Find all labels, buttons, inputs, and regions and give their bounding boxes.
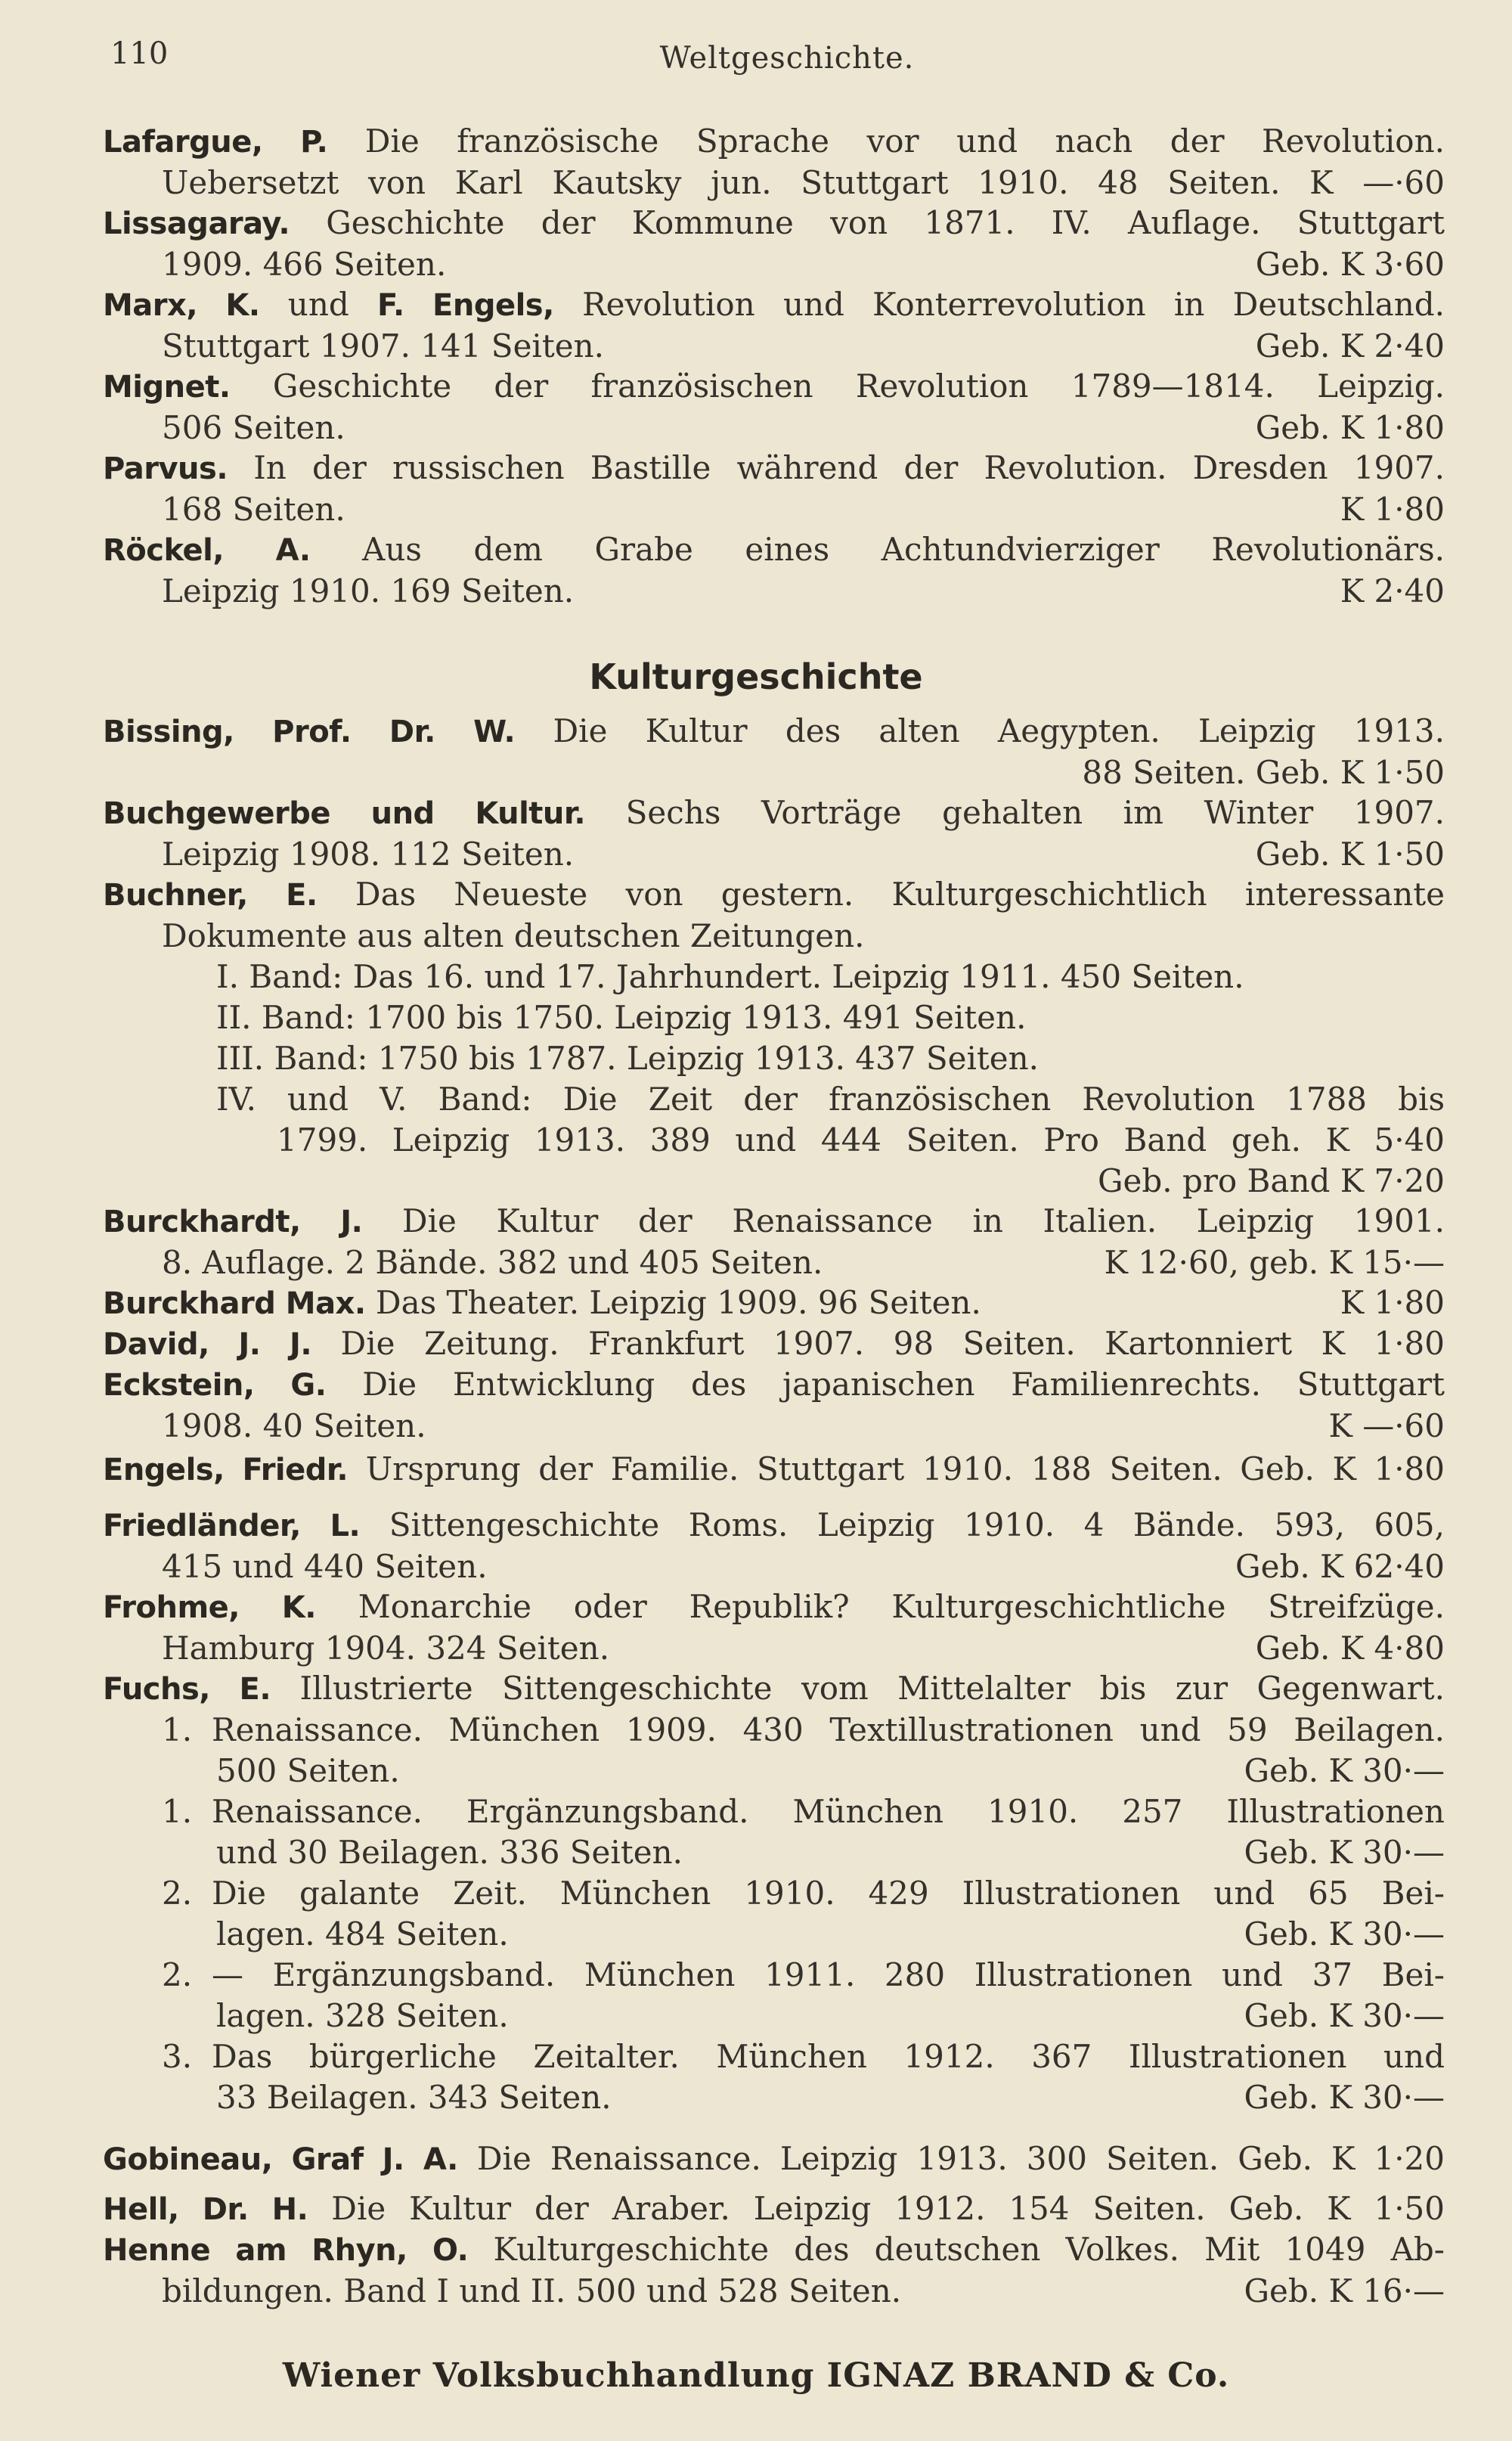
entry-price: Geb. K 62·40 bbox=[1235, 1548, 1445, 1585]
catalog-entry-burckhardt-j bbox=[103, 1201, 1445, 1283]
catalog-entry-buchner bbox=[103, 874, 1445, 1202]
catalog-entry-marx-engels: Marx, K. und F. Engels, Revolution und Konterrevolution in Deutschland. Stuttgart 1907. 141 Seiten. Geb. K 2·40 bbox=[103, 284, 1445, 367]
entry-text: Ursprung der Familie. Stuttgart 1910. 188 Seiten. Geb. K 1·80 bbox=[365, 1450, 1445, 1487]
entry-text: Das Theater. Leipzig 1909. 96 Seiten. bbox=[375, 1284, 981, 1321]
volume-line: III. Band: 1750 bis 1787. Leipzig 1913. 437 Seiten. bbox=[216, 1040, 1040, 1077]
catalog-entry-roeckel bbox=[103, 529, 1445, 612]
volume-line: 1799. Leipzig 1913. 389 und 444 Seiten. Pro Band geh. K 5·40 bbox=[277, 1121, 1445, 1158]
catalog-entry-henne bbox=[103, 2229, 1445, 2312]
entry-author: Lafargue, P. bbox=[103, 125, 328, 160]
entry-price: K 1·80 bbox=[1340, 1284, 1445, 1321]
catalog-entry-burckhard-m bbox=[103, 1283, 1445, 1324]
catalog-entry-frohme bbox=[103, 1586, 1445, 1669]
entry-price: Geb. K 30·— bbox=[1244, 1997, 1445, 2034]
entry-text: Dokumente aus alten deutschen Zeitungen. bbox=[162, 917, 865, 954]
catalog-entry-fuchs: Fuchs, E. Illustrierte Sittengeschichte vom Mittelalter bis zur Gegenwart. 1. Renaissance. München 1909. 430 Textillustrationen und 59 Beilagen. 500 Seiten. Geb. K 30·— 1. Renaissance. Ergänzungsband. München 1910. 257 Illustrationen und 30 Beilagen. 336 Seiten. Geb. K 30·— 2. Die galante Zeit. München 1910. 429 Illustrationen und 65 Bei- lagen. 484 Seiten. Geb. K 30·— 2. — Ergänzungsband. München 1911. 280 Illustrationen und 37 Bei- lagen. 328 Seiten. Geb. K 30·— 3. Das bürgerliche Zeitalter. München 1912. 367 Illustrationen und 33 Beilagen. 343 Seiten. Geb. K 30·— bbox=[103, 1668, 1445, 2118]
entry-price: Geb. K 3·60 bbox=[1255, 246, 1445, 283]
entry-text: Revolution und Konterrevolution in Deutschland. bbox=[582, 286, 1445, 323]
entry-author: Hell, Dr. H. bbox=[103, 2192, 308, 2227]
entry-text: Monarchie oder Republik? Kulturgeschichtliche Streifzüge. bbox=[358, 1588, 1445, 1625]
entry-author: Fuchs, E. bbox=[103, 1672, 271, 1707]
publisher-footer: Wiener Volksbuchhandlung IGNAZ BRAND & Co. bbox=[282, 2356, 1230, 2395]
entry-price: Geb. K 1·80 bbox=[1255, 409, 1445, 446]
entry-author: Henne am Rhyn, O. bbox=[103, 2233, 469, 2268]
entry-author: Burckhardt, J. bbox=[103, 1205, 363, 1239]
entry-text: 1908. 40 Seiten. bbox=[162, 1407, 426, 1444]
entry-author: F. Engels, bbox=[377, 288, 554, 323]
volume-line: I. Band: Das 16. und 17. Jahrhundert. Leipzig 1911. 450 Seiten. bbox=[216, 958, 1244, 995]
entry-price: Geb. K 2·40 bbox=[1255, 327, 1445, 364]
catalog-entry-bissing bbox=[103, 711, 1445, 793]
entry-price: K 12·60, geb. K 15·— bbox=[1104, 1244, 1445, 1281]
catalog-entry-mignet bbox=[103, 366, 1445, 448]
entry-author: Gobineau, Graf J. A. bbox=[103, 2142, 458, 2177]
catalog-entry-lissagaray bbox=[103, 203, 1445, 285]
entry-text: Leipzig 1910. 169 Seiten. bbox=[162, 572, 575, 609]
list-item: 3. Das bürgerliche Zeitalter. München 1912. 367 Illustrationen und bbox=[162, 2038, 1445, 2075]
catalog-entry-eckstein bbox=[103, 1364, 1445, 1447]
entry-text: Hamburg 1904. 324 Seiten. bbox=[162, 1630, 610, 1667]
page-header bbox=[110, 36, 1464, 97]
entry-author: Buchner, E. bbox=[103, 878, 318, 913]
entry-author: Buchgewerbe und Kultur. bbox=[103, 796, 586, 831]
catalog-entry-david bbox=[103, 1323, 1445, 1365]
entry-text: 88 Seiten. Geb. K 1·50 bbox=[1082, 754, 1445, 791]
entry-text: Sittengeschichte Roms. Leipzig 1910. 4 Bände. 593, 605, bbox=[389, 1506, 1445, 1543]
catalog-entry-friedlaender bbox=[103, 1505, 1445, 1587]
entry-text: Illustrierte Sittengeschichte vom Mittelalter bis zur Gegenwart. bbox=[299, 1670, 1445, 1707]
entry-price: K 2·40 bbox=[1340, 572, 1445, 609]
entry-price: Geb. K 30·— bbox=[1244, 1915, 1445, 1952]
entry-text: 8. Auflage. 2 Bände. 382 und 405 Seiten. bbox=[162, 1244, 823, 1281]
entry-text: Die Entwicklung des japanischen Familienrechts. Stuttgart bbox=[362, 1366, 1445, 1403]
entry-text: Die Kultur der Renaissance in Italien. Leipzig 1901. bbox=[401, 1202, 1445, 1239]
entry-author: Marx, K. bbox=[103, 288, 260, 323]
entry-price: Geb. K 1·50 bbox=[1255, 836, 1445, 873]
entry-text: In der russischen Bastille während der Revolution. Dresden 1907. bbox=[253, 449, 1445, 486]
entry-price: Geb. K 4·80 bbox=[1255, 1630, 1445, 1667]
entry-text: bildungen. Band I und II. 500 und 528 Seiten. bbox=[162, 2272, 902, 2309]
catalog-entry-lafargue bbox=[103, 121, 1445, 203]
entry-text: 1909. 466 Seiten. bbox=[162, 246, 447, 283]
entry-author: Mignet. bbox=[103, 370, 231, 405]
list-item: 1. Renaissance. München 1909. 430 Textillustrationen und 59 Beilagen. bbox=[162, 1711, 1445, 1748]
entry-text: Uebersetzt von Karl Kautsky jun. Stuttgart 1910. 48 Seiten. K —·60 bbox=[162, 164, 1445, 201]
catalog-entry-buchgewerbe bbox=[103, 792, 1445, 875]
entry-text: Geschichte der französischen Revolution 1789—1814. Leipzig. bbox=[272, 368, 1445, 405]
entry-author: Lissagaray. bbox=[103, 206, 290, 241]
entry-text: Stuttgart 1907. 141 Seiten. bbox=[162, 327, 604, 364]
volume-line: II. Band: 1700 bis 1750. Leipzig 1913. 491 Seiten. bbox=[216, 999, 1027, 1036]
entry-text: Die Kultur der Araber. Leipzig 1912. 154 Seiten. Geb. K 1·50 bbox=[331, 2190, 1445, 2227]
catalog-entry-parvus bbox=[103, 448, 1445, 530]
entry-text: Die französische Sprache vor und nach der Revolution. bbox=[364, 123, 1445, 160]
list-item: 1. Renaissance. Ergänzungsband. München 1910. 257 Illustrationen bbox=[162, 1793, 1445, 1830]
entry-text: Die Zeitung. Frankfurt 1907. 98 Seiten. Kartonniert K 1·80 bbox=[340, 1325, 1445, 1362]
list-item: 2. — Ergänzungsband. München 1911. 280 Illustrationen und 37 Bei- bbox=[162, 1956, 1445, 1993]
entry-text: Kulturgeschichte des deutschen Volkes. Mit 1049 Ab- bbox=[493, 2231, 1445, 2268]
list-item: 2. Die galante Zeit. München 1910. 429 Illustrationen und 65 Bei- bbox=[162, 1875, 1445, 1912]
entry-price: K —·60 bbox=[1328, 1407, 1445, 1444]
entry-author: Bissing, Prof. Dr. W. bbox=[103, 715, 516, 749]
entry-author: Friedländer, L. bbox=[103, 1509, 361, 1543]
entry-text: Das Neueste von gestern. Kulturgeschichtlich interessante bbox=[355, 876, 1445, 913]
entry-text: Die Renaissance. Leipzig 1913. 300 Seiten. Geb. K 1·20 bbox=[476, 2140, 1445, 2177]
entry-text: 506 Seiten. bbox=[162, 409, 345, 446]
entry-text: Aus dem Grabe eines Achtundvierziger Revolutionärs. bbox=[362, 531, 1445, 568]
volume-line: IV. und V. Band: Die Zeit der französischen Revolution 1788 bis bbox=[216, 1081, 1445, 1118]
entry-author: Engels, Friedr. bbox=[103, 1453, 349, 1487]
catalog-entry-hell bbox=[103, 2188, 1445, 2230]
running-title: Weltgeschichte. bbox=[659, 41, 915, 76]
entry-text: 415 und 440 Seiten. bbox=[162, 1548, 488, 1585]
page-number: 110 bbox=[110, 36, 169, 71]
catalog-entry-engels bbox=[103, 1449, 1445, 1490]
entry-author: Parvus. bbox=[103, 451, 228, 486]
entry-text: Leipzig 1908. 112 Seiten. bbox=[162, 836, 575, 873]
entry-author: Frohme, K. bbox=[103, 1590, 316, 1625]
entry-text: 168 Seiten. bbox=[162, 491, 345, 528]
catalog-entry-gobineau bbox=[103, 2139, 1445, 2180]
entry-author: David, J. J. bbox=[103, 1327, 312, 1362]
entry-author: Röckel, A. bbox=[103, 533, 311, 568]
entry-price: Geb. K 16·— bbox=[1244, 2272, 1445, 2309]
entry-text: Sechs Vorträge gehalten im Winter 1907. bbox=[625, 794, 1445, 831]
entry-author: Eckstein, G. bbox=[103, 1368, 327, 1403]
section-heading: Kulturgeschichte bbox=[589, 656, 923, 697]
entry-price: K 1·80 bbox=[1340, 491, 1445, 528]
entry-price: Geb. pro Band K 7·20 bbox=[1097, 1162, 1445, 1199]
entry-text: Die Kultur des alten Aegypten. Leipzig 1913. bbox=[553, 712, 1445, 749]
entry-text: Geschichte der Kommune von 1871. IV. Auflage. Stuttgart bbox=[326, 204, 1445, 241]
entry-price: Geb. K 30·— bbox=[1244, 1752, 1445, 1789]
entry-author: Burckhard Max. bbox=[103, 1286, 366, 1321]
entry-price: Geb. K 30·— bbox=[1244, 2079, 1445, 2116]
entry-price: Geb. K 30·— bbox=[1244, 1834, 1445, 1871]
